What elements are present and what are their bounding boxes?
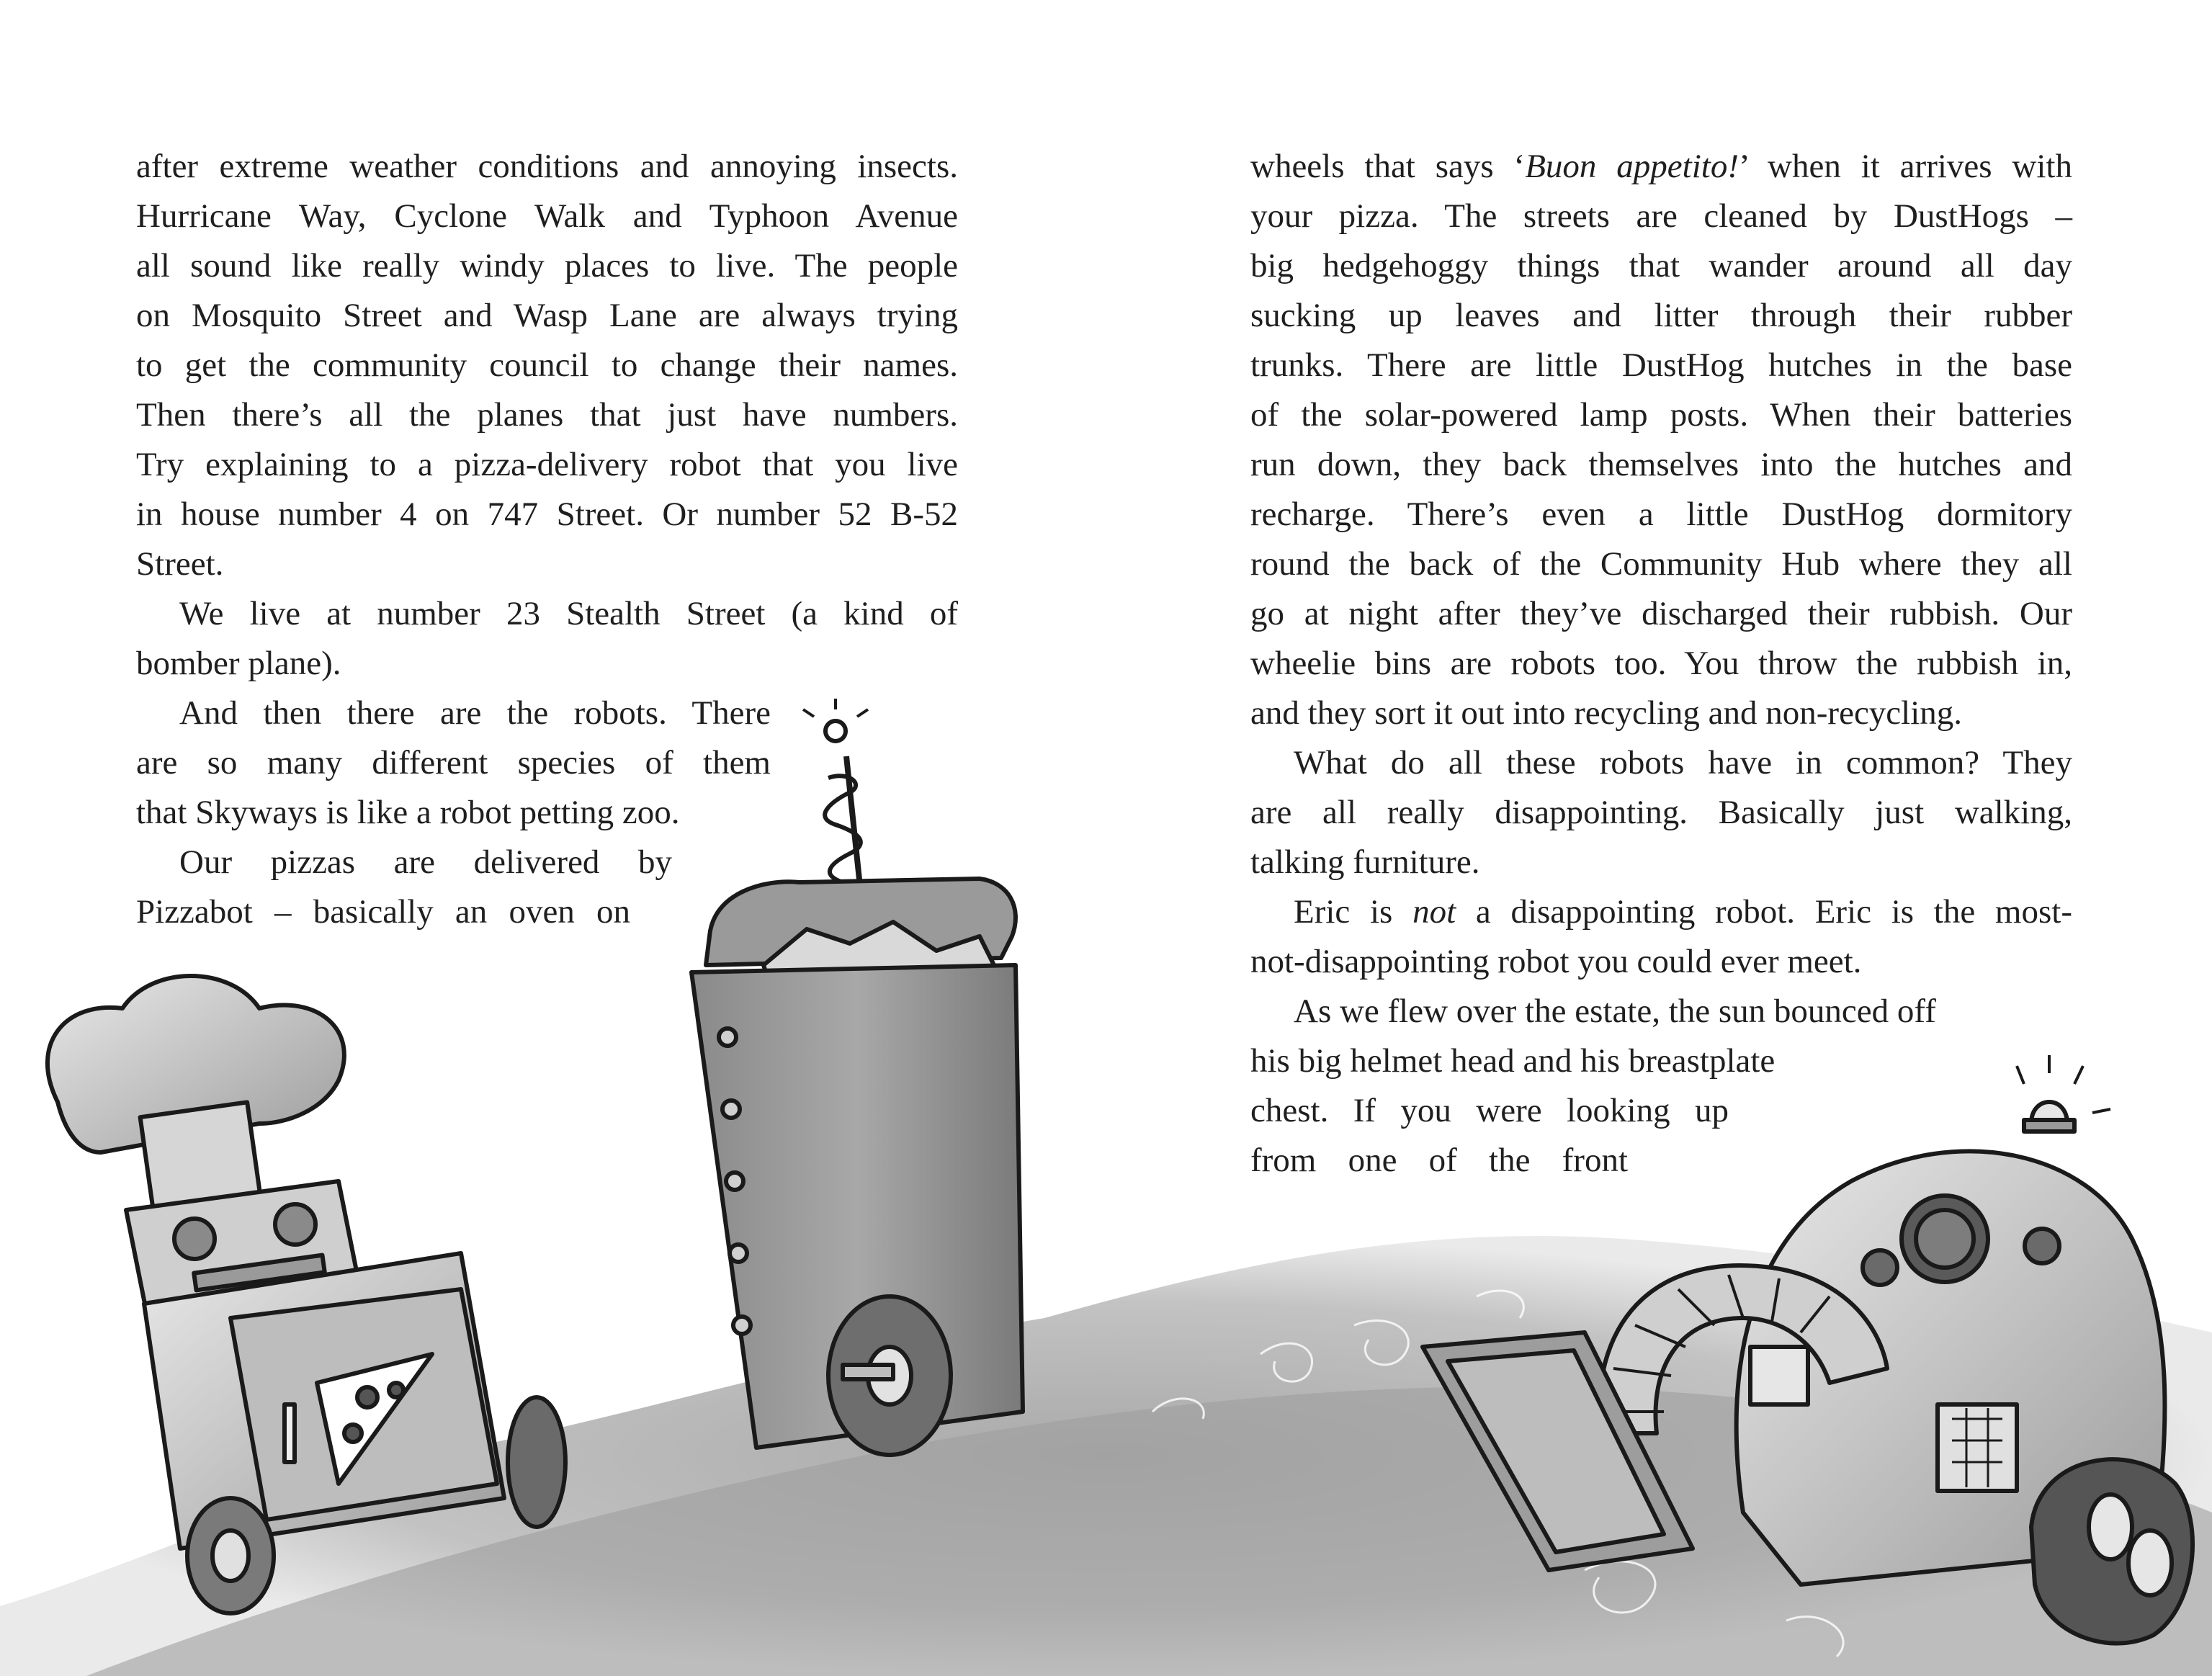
text-line: As we flew over the estate, the sun bounced off — [1294, 992, 1936, 1030]
text-line: What do all these robots have in common? They — [1294, 744, 2072, 781]
text-line: recharge. There’s even a little DustHog dormitory — [1250, 496, 2072, 533]
text-line: from one of the front — [1250, 1142, 1628, 1179]
text-line: big hedgehoggy things that wander around all day — [1250, 247, 2072, 284]
italic-text: not — [1412, 893, 1456, 931]
left-page-text — [136, 142, 958, 937]
text-line: Try explaining to a pizza-delivery robot that you live — [136, 446, 958, 483]
text-line: wheelie bins are robots too. You throw the rubbish in, — [1250, 645, 2072, 682]
text-line: all sound like really windy places to live. The people — [136, 247, 958, 284]
text-line: are all really disappointing. Basically just walking, — [1250, 794, 2072, 831]
text-line: We live at number 23 Stealth Street (a kind of — [179, 595, 958, 632]
right-page-text — [1250, 142, 2072, 1186]
text-line: of the solar-powered lamp posts. When their batteries — [1250, 396, 2072, 434]
text-line: chest. If you were looking up — [1250, 1092, 1729, 1129]
text-line: your pizza. The streets are cleaned by DustHogs – — [1250, 197, 2072, 235]
text-line: Pizzabot – basically an oven on — [136, 893, 630, 931]
text-line: Hurricane Way, Cyclone Walk and Typhoon Avenue — [136, 197, 958, 235]
text-line: go at night after they’ve discharged their rubbish. Our — [1250, 595, 2072, 632]
text-line: not-disappointing robot you could ever meet. — [1250, 943, 1862, 980]
text-line: that Skyways is like a robot petting zoo. — [136, 794, 680, 831]
text-line: and they sort it out into recycling and non-recycling. — [1250, 694, 1963, 732]
text-line: are so many different species of them — [136, 744, 771, 781]
text-line: round the back of the Community Hub where they all — [1250, 545, 2072, 583]
text-line: sucking up leaves and litter through their rubber — [1250, 297, 2072, 334]
text-line: after extreme weather conditions and annoying insects. — [136, 148, 958, 185]
text-line: on Mosquito Street and Wasp Lane are always trying — [136, 297, 958, 334]
text-line: Eric is not a disappointing robot. Eric is the most- — [1294, 893, 2072, 931]
text-line: talking furniture. — [1250, 843, 1480, 881]
text-line: And then there are the robots. There — [179, 694, 771, 732]
text-line: to get the community council to change their names. — [136, 346, 958, 384]
text-line: wheels that says ‘Buon appetito!’ when it arrives with — [1250, 148, 2072, 185]
text-line: run down, they back themselves into the hutches and — [1250, 446, 2072, 483]
text-line: Street. — [136, 545, 224, 583]
text-line: Then there’s all the planes that just have numbers. — [136, 396, 958, 434]
text-line: Our pizzas are delivered by — [179, 843, 672, 881]
text-line: his big helmet head and his breastplate — [1250, 1042, 1776, 1080]
text-line: trunks. There are little DustHog hutches in the base — [1250, 346, 2072, 384]
text-line: in house number 4 on 747 Street. Or number 52 B-52 — [136, 496, 958, 533]
italic-text: Buon appetito! — [1525, 148, 1739, 185]
text-line: bomber plane). — [136, 645, 341, 682]
